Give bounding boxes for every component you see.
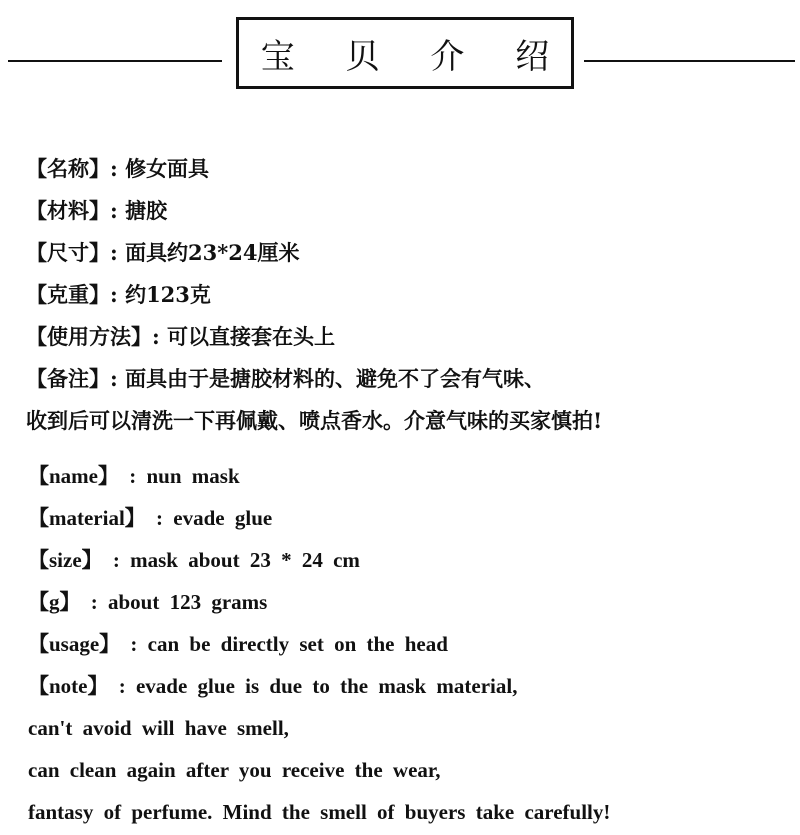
header-rule-right bbox=[584, 60, 795, 62]
header-rule-left bbox=[8, 60, 222, 62]
en-line-usage: 【usage】 : can be directly set on the head bbox=[28, 632, 448, 656]
cn-line-weight: 【克重】: 约123克 bbox=[26, 282, 211, 307]
en-line-note: 【note】 : evade glue is due to the mask material, bbox=[28, 674, 518, 698]
en-line-material: 【material】 : evade glue bbox=[28, 506, 273, 530]
en-line-name: 【name】 : nun mask bbox=[28, 464, 240, 488]
english-description bbox=[28, 455, 610, 833]
cn-line-note-cont: 收到后可以清洗一下再佩戴、喷点香水。介意气味的买家慎拍! bbox=[26, 408, 603, 433]
en-line-weight: 【g】 : about 123 grams bbox=[28, 590, 268, 614]
cn-line-name: 【名称】: 修女面具 bbox=[26, 156, 210, 181]
en-line-note-cont-3: fantasy of perfume. Mind the smell of buyers take carefully! bbox=[28, 800, 611, 824]
en-line-note-cont-2: can clean again after you receive the wear, bbox=[28, 758, 441, 782]
chinese-description bbox=[26, 148, 602, 442]
cn-line-usage: 【使用方法】: 可以直接套在头上 bbox=[26, 324, 336, 349]
page-title: 宝 贝 介 绍 bbox=[260, 36, 570, 77]
cn-line-material: 【材料】: 搪胶 bbox=[26, 198, 168, 223]
cn-line-note: 【备注】: 面具由于是搪胶材料的、避免不了会有气味、 bbox=[26, 366, 546, 391]
cn-line-size: 【尺寸】: 面具约23*24厘米 bbox=[26, 240, 300, 265]
en-line-note-cont-1: can't avoid will have smell, bbox=[28, 716, 289, 740]
title-box bbox=[236, 17, 574, 89]
en-line-size: 【size】 : mask about 23 * 24 cm bbox=[28, 548, 360, 572]
